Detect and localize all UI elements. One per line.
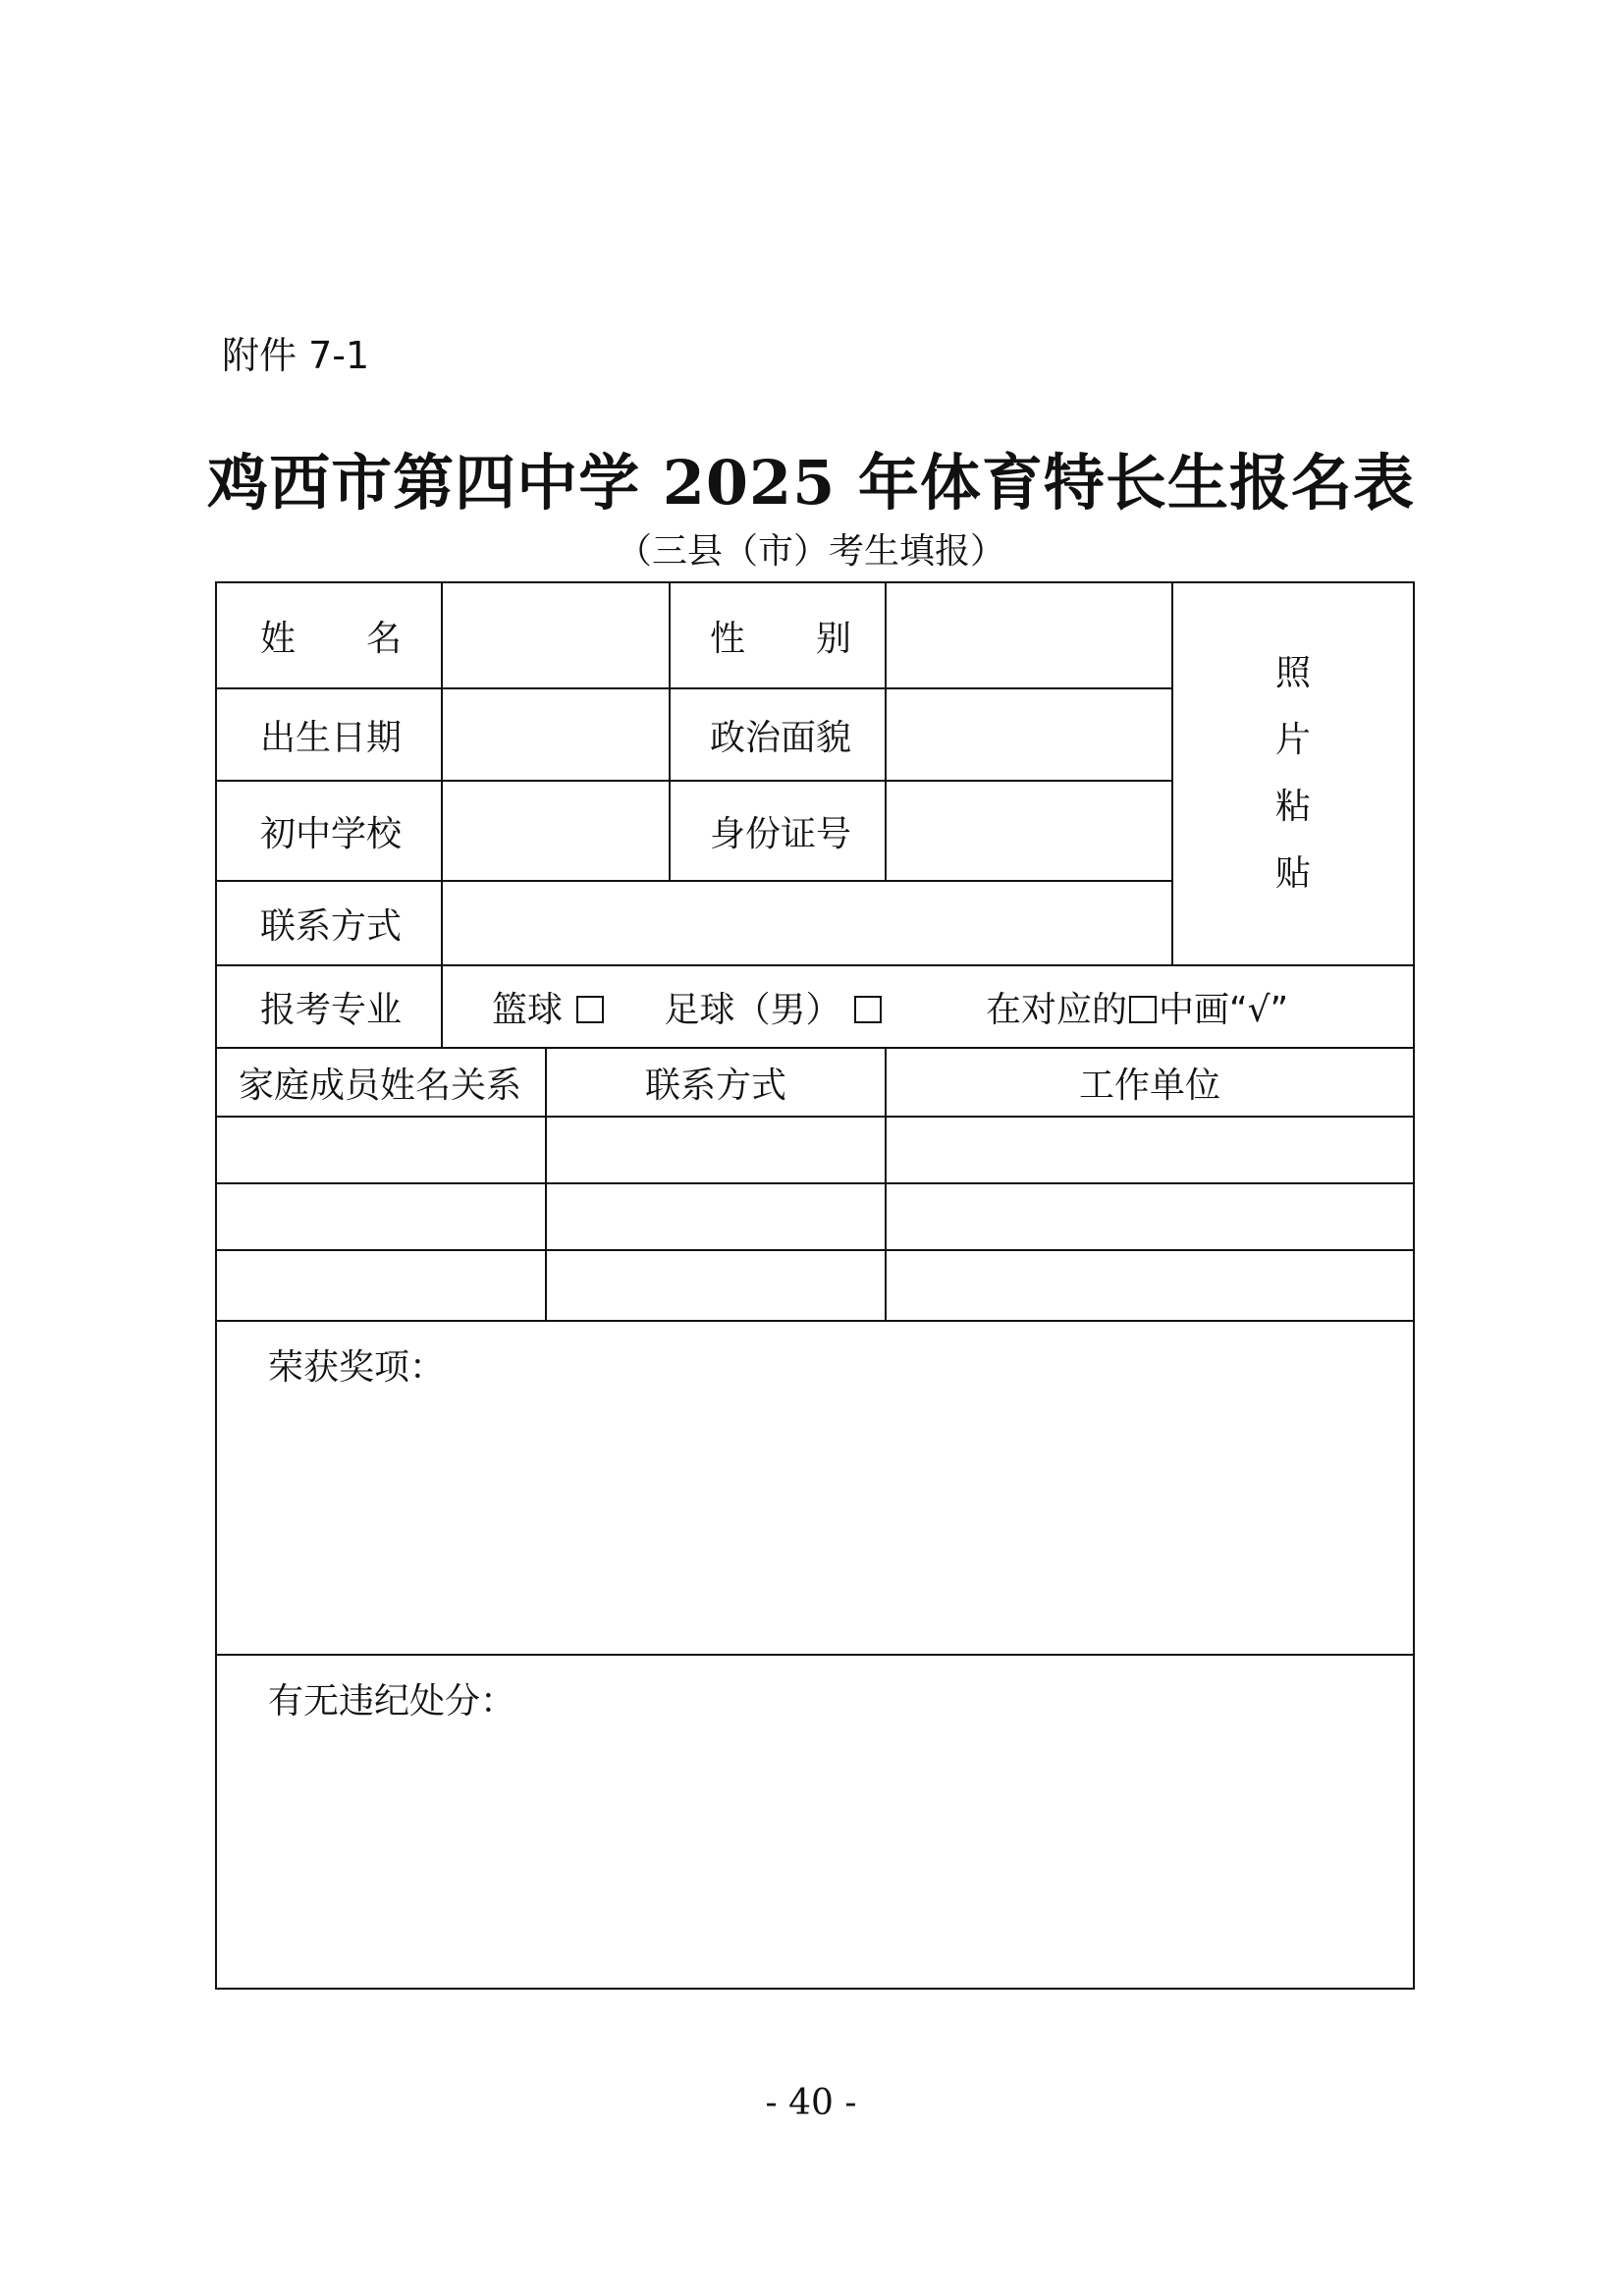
family-contact-cell[interactable] [546,1250,886,1321]
family-work-header: 工作单位 [886,1048,1414,1117]
photo-box[interactable] [1172,582,1414,965]
gender-label: 性 别 [670,582,886,688]
page-subtitle: （三县（市）考生填报） [616,531,1005,572]
family-row [216,1117,1414,1183]
family-row [216,1250,1414,1321]
check-instruction-suffix: 中画“√” [1158,989,1289,1030]
discipline-row [216,1655,1414,1989]
football-option[interactable] [664,982,882,1032]
name-label: 姓 名 [216,582,442,688]
major-options [442,965,1414,1048]
gender-field[interactable] [886,582,1172,688]
awards-row [216,1321,1414,1655]
registration-form-table [215,581,1415,1990]
discipline-cell[interactable] [216,1655,1414,1989]
photo-label: 照片粘贴 [1275,653,1312,894]
football-label: 足球（男） [664,989,841,1030]
id-number-field[interactable] [886,781,1172,881]
school-field[interactable] [442,781,670,881]
row-major [216,965,1414,1048]
discipline-label: 有无违纪处分： [268,1681,516,1722]
basketball-checkbox[interactable] [576,996,604,1023]
family-contact-cell[interactable] [546,1183,886,1250]
id-number-label: 身份证号 [670,781,886,881]
political-field[interactable] [886,688,1172,781]
football-checkbox[interactable] [854,996,882,1023]
family-contact-cell[interactable] [546,1117,886,1183]
family-row [216,1183,1414,1250]
contact-field[interactable] [442,881,1172,965]
school-label: 初中学校 [216,781,442,881]
family-work-cell[interactable] [886,1183,1414,1250]
family-name-cell[interactable] [216,1117,546,1183]
check-instruction [986,982,1288,1032]
birth-label: 出生日期 [216,688,442,781]
attachment-label: 附件 7-1 [222,334,370,377]
family-name-cell[interactable] [216,1250,546,1321]
awards-label: 荣获奖项： [268,1347,446,1388]
family-name-cell[interactable] [216,1183,546,1250]
family-work-cell[interactable] [886,1250,1414,1321]
family-contact-header: 联系方式 [546,1048,886,1117]
family-work-cell[interactable] [886,1117,1414,1183]
name-field[interactable] [442,582,670,688]
page-number: - 40 - [765,2083,857,2123]
page-title: 鸡西市第四中学 2025 年体育特长生报名表 [207,447,1415,519]
row-name-gender [216,582,1414,688]
family-header-row [216,1048,1414,1117]
contact-label: 联系方式 [216,881,442,965]
political-label: 政治面貌 [670,688,886,781]
major-label: 报考专业 [216,965,442,1048]
awards-cell[interactable] [216,1321,1414,1655]
birth-field[interactable] [442,688,670,781]
basketball-option[interactable] [492,982,604,1032]
family-name-header: 家庭成员姓名关系 [216,1048,546,1117]
check-instruction-prefix: 在对应的 [985,989,1127,1030]
checkbox-icon [1129,996,1157,1023]
basketball-label: 篮球 [492,989,564,1030]
